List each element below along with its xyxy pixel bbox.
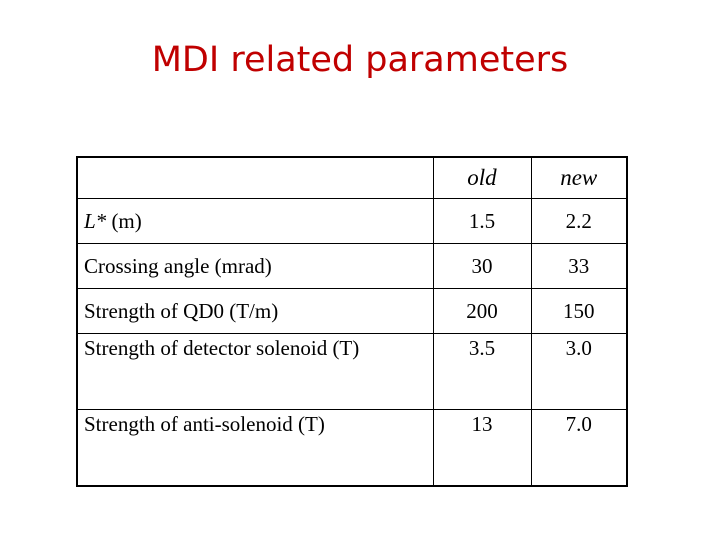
table-row: [77, 334, 627, 410]
row-old-value: 200: [433, 289, 531, 334]
row-new-value: 7.0: [531, 410, 627, 487]
parameters-table: [76, 156, 628, 487]
table-header-row: [77, 157, 627, 199]
row-new-value: 150: [531, 289, 627, 334]
slide-title: MDI related parameters: [151, 40, 569, 80]
table-row: [77, 199, 627, 244]
row-old-value: 13: [433, 410, 531, 487]
row-old-value: 30: [433, 244, 531, 289]
row-label: Crossing angle (mrad): [77, 244, 433, 289]
row-old-value: 1.5: [433, 199, 531, 244]
row-label: Strength of anti-solenoid (T): [77, 410, 433, 487]
table-row: [77, 244, 627, 289]
row-label-text: (m): [106, 208, 142, 233]
row-new-value: 3.0: [531, 334, 627, 410]
row-symbol: L*: [84, 208, 107, 233]
row-label: Strength of QD0 (T/m): [77, 289, 433, 334]
table-row: [77, 289, 627, 334]
header-new: new: [531, 157, 627, 199]
row-label: Strength of detector solenoid (T): [77, 334, 433, 410]
row-new-value: 33: [531, 244, 627, 289]
row-label: [77, 199, 433, 244]
row-old-value: 3.5: [433, 334, 531, 410]
table-row: [77, 410, 627, 487]
row-new-value: 2.2: [531, 199, 627, 244]
header-empty-cell: [77, 157, 433, 199]
header-old: old: [433, 157, 531, 199]
